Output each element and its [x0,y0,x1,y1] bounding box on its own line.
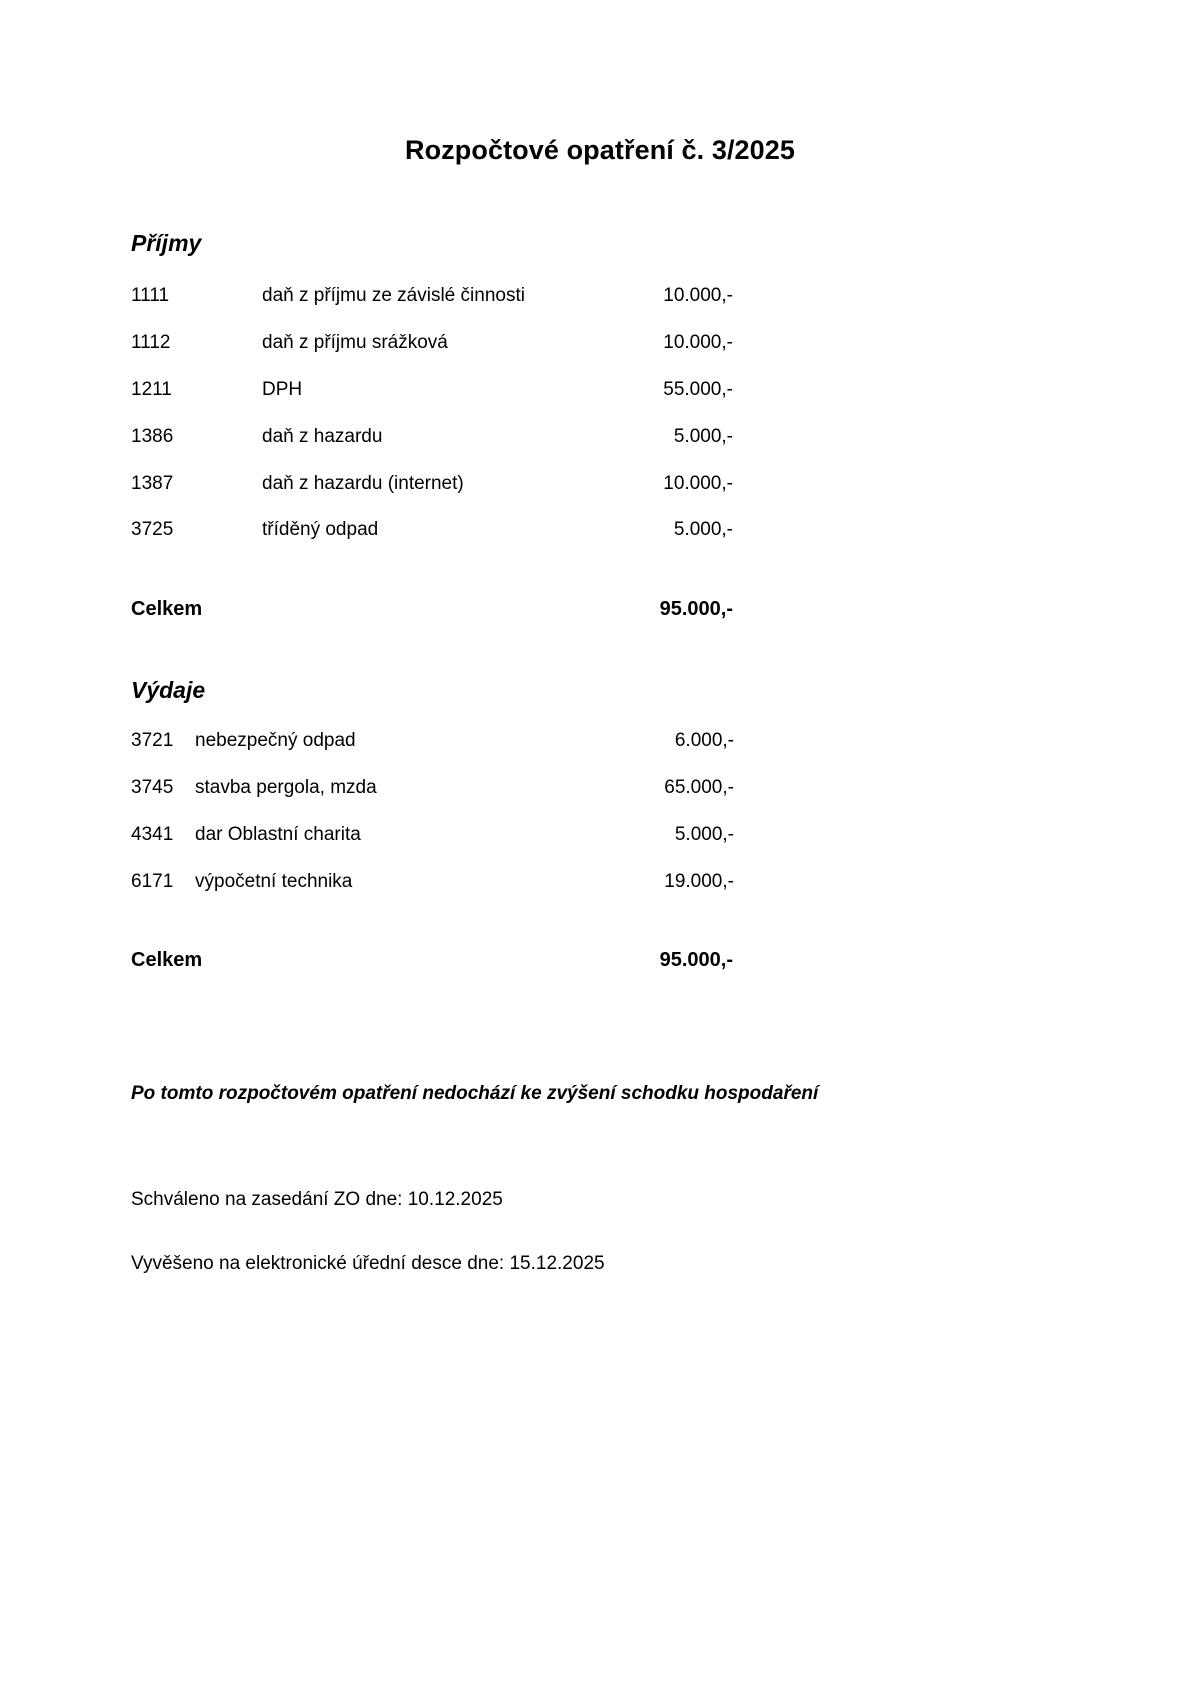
budget-row [131,354,1200,401]
budget-row [131,307,1200,354]
budget-row-amount: 6.000,- [674,729,734,751]
incomes-section [0,166,1200,621]
budget-row-code: 3745 [131,776,174,798]
expenses-total-label: Celkem [131,949,203,972]
page-title: Rozpočtové opatření č. 3/2025 [404,135,796,165]
budget-row-label: dar Oblastní charita [195,823,361,845]
budget-row-label: nebezpečný odpad [195,729,356,751]
budget-row [131,752,1200,799]
budget-row-label: stavba pergola, mzda [195,776,377,798]
incomes-row-list [131,258,1200,541]
balance-note: Po tomto rozpočtovém opatření nedochází ke zvýšení schodku hospodaření [131,1083,819,1105]
budget-row [131,705,1200,752]
budget-row [131,258,1200,307]
footer-lines [0,1125,1200,1275]
budget-row-code: 3721 [131,729,174,751]
budget-row-code: 1112 [131,331,171,353]
budget-row-label: daň z příjmu srážková [262,331,448,353]
budget-row-label: DPH [262,378,303,400]
incomes-heading: Příjmy [131,230,202,257]
budget-row-code: 1386 [131,425,174,447]
budget-row-code: 1211 [131,378,172,400]
budget-row-amount: 10.000,- [663,472,733,494]
budget-row [131,846,1200,893]
budget-row-amount: 55.000,- [663,378,733,400]
budget-row [131,448,1200,495]
expenses-row-list [131,705,1200,893]
budget-row [131,401,1200,448]
expenses-total-amount: 95.000,- [659,949,733,972]
expenses-heading: Výdaje [131,677,206,704]
incomes-total-row [131,541,1200,621]
budget-row-amount: 5.000,- [674,823,734,845]
budget-row-code: 6171 [131,870,174,892]
budget-row-label: daň z hazardu [262,425,383,447]
budget-row-code: 3725 [131,519,174,541]
budget-row-amount: 19.000,- [664,870,734,892]
budget-row [131,494,1200,541]
budget-row-amount: 5.000,- [673,519,733,541]
incomes-total-amount: 95.000,- [659,598,733,621]
budget-row-code: 1111 [131,284,170,306]
publication-date-line: Vyvěšeno na elektronické úřední desce dne: 15.12.2025 [131,1253,605,1275]
incomes-total-label: Celkem [131,598,203,621]
budget-row-code: 4341 [131,823,174,845]
budget-row-code: 1387 [131,472,174,494]
budget-row-amount: 5.000,- [673,425,733,447]
expenses-section [0,621,1200,972]
budget-row-label: daň z příjmu ze závislé činnosti [262,284,525,306]
budget-row [131,799,1200,846]
budget-row-label: tříděný odpad [262,519,379,541]
budget-row-amount: 65.000,- [664,776,734,798]
budget-row-amount: 10.000,- [663,284,733,306]
budget-row-amount: 10.000,- [663,331,733,353]
budget-row-label: výpočetní technika [195,870,353,892]
approval-date-line: Schváleno na zasedání ZO dne: 10.12.2025 [131,1189,503,1211]
budget-row-label: daň z hazardu (internet) [262,472,464,494]
expenses-total-row [131,892,1200,972]
